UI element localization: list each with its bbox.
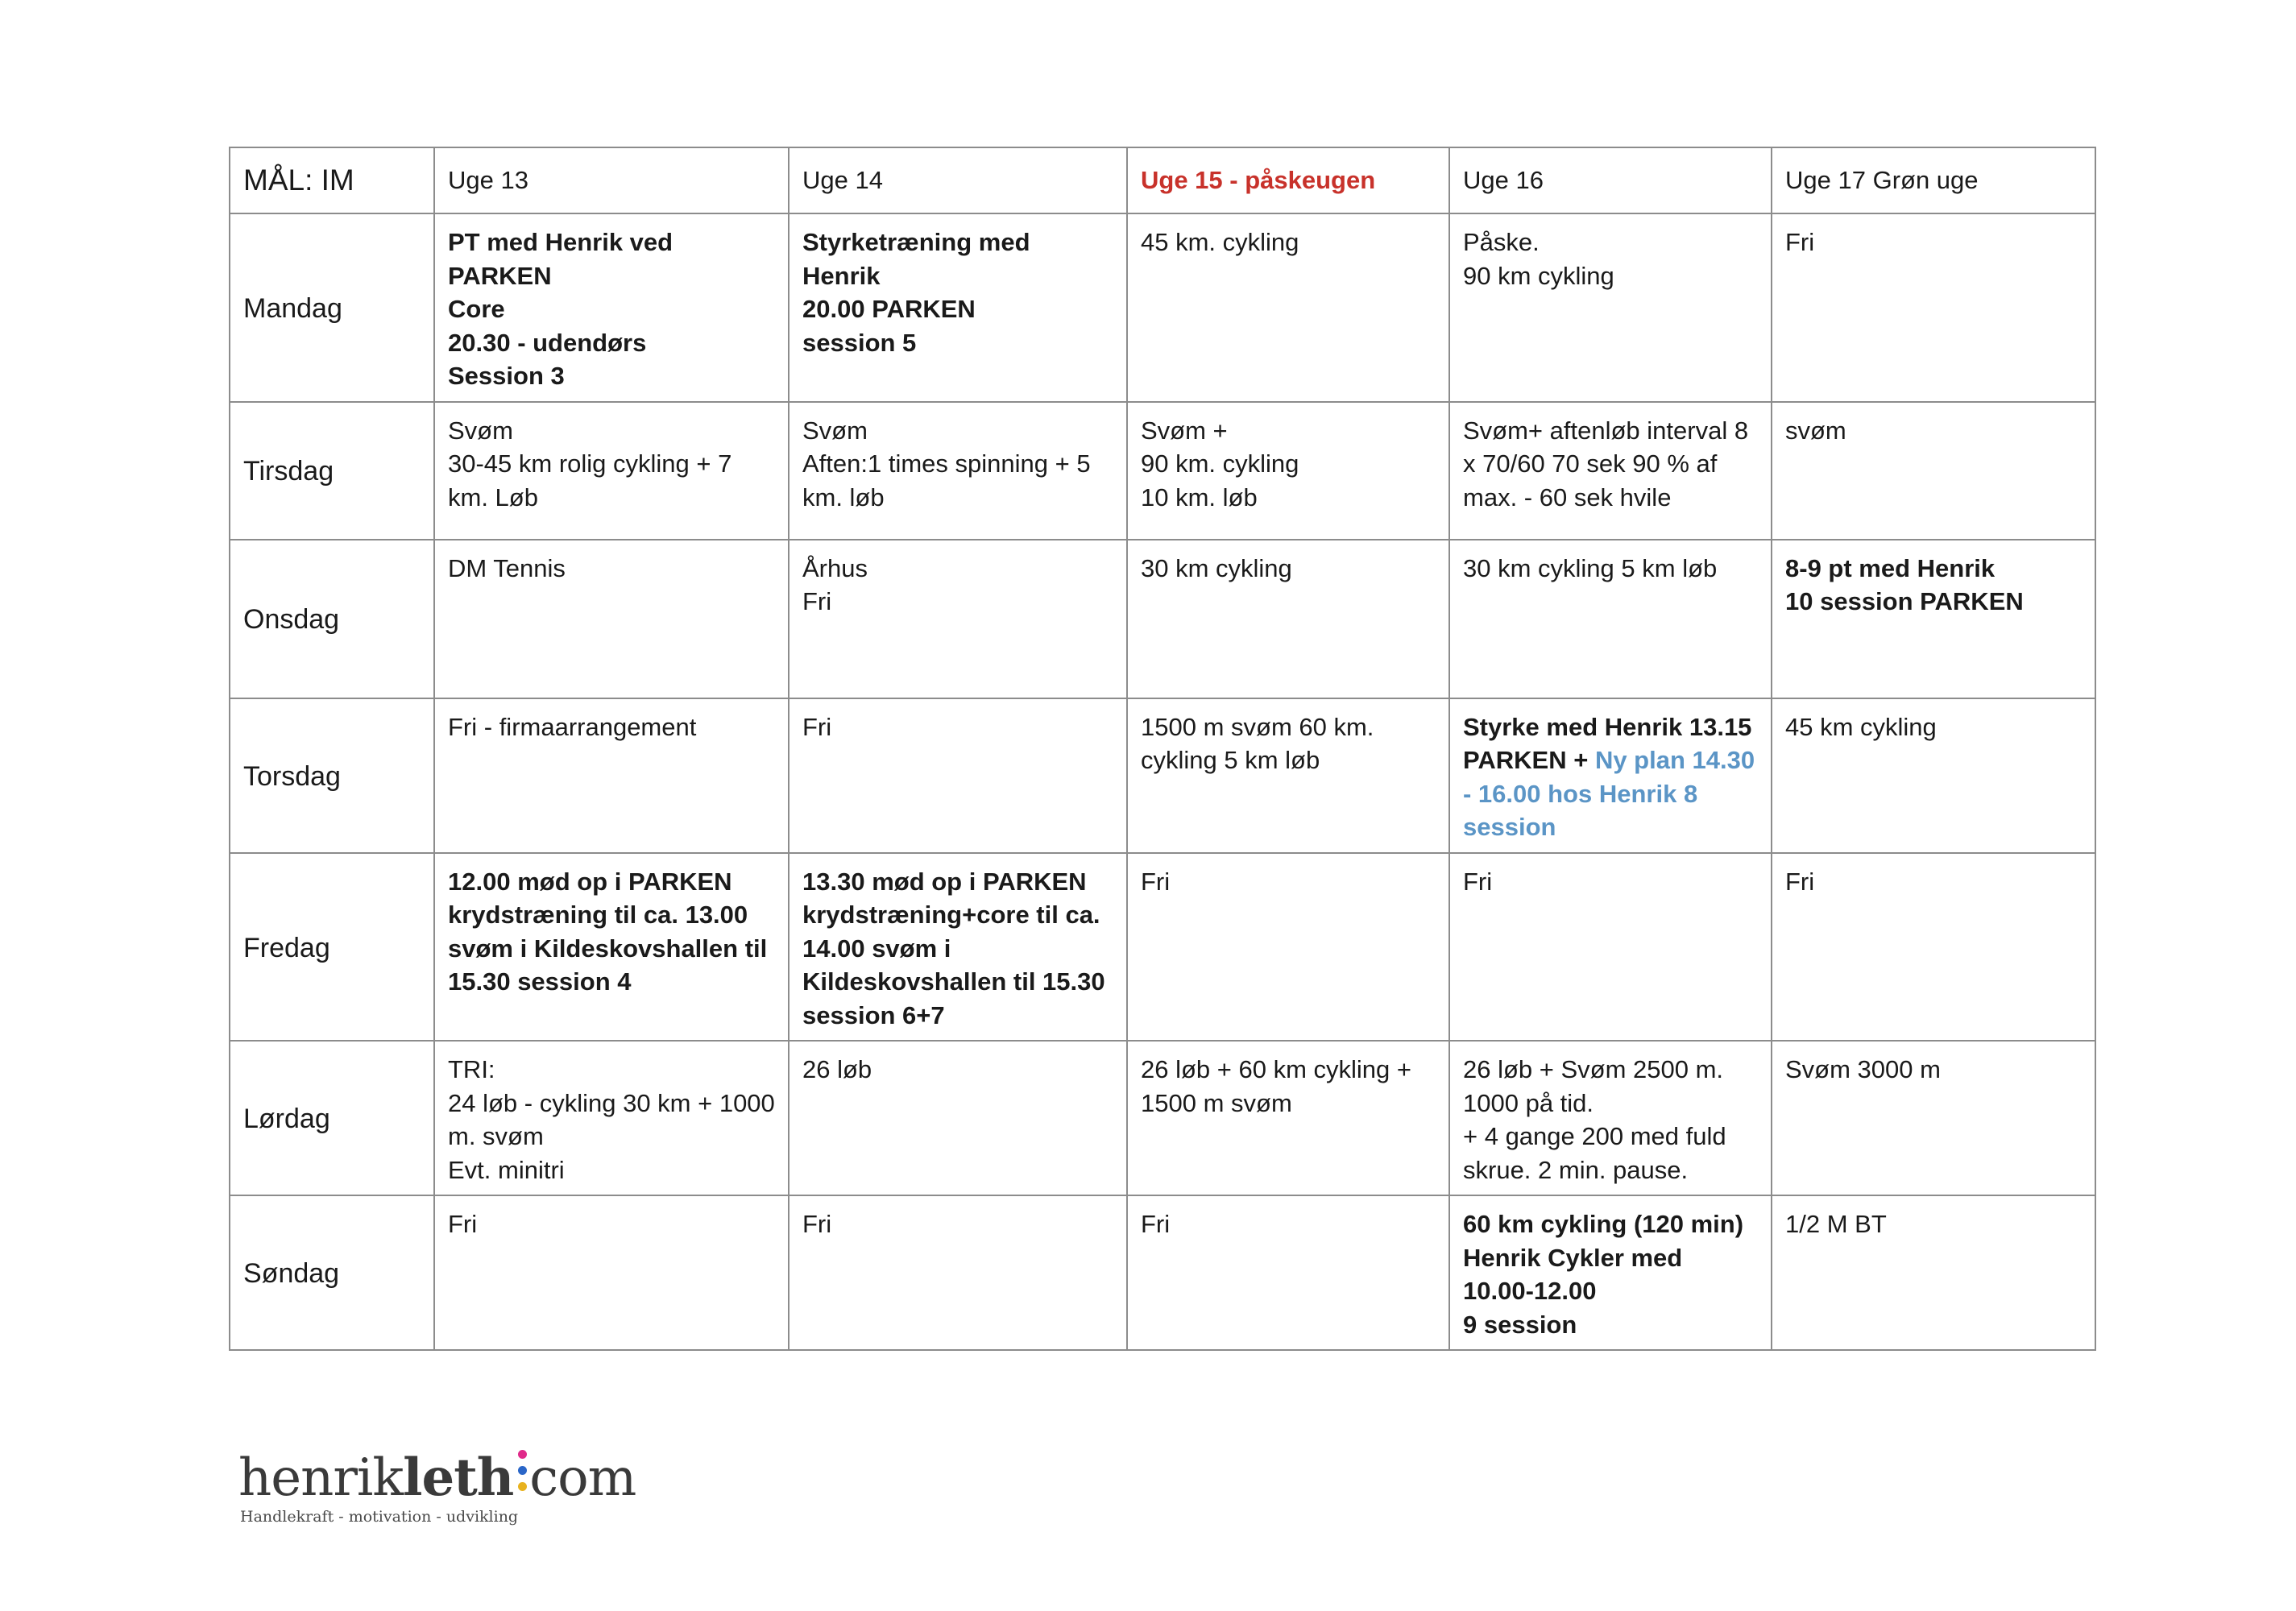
cell-line: 20.00 PARKEN (802, 295, 976, 323)
logo-name-regular: henrik (238, 1448, 404, 1508)
cell-line: Svøm 3000 m (1785, 1055, 1941, 1083)
cell-line: Fri (1141, 867, 1171, 896)
cell-tirsdag-w13 (434, 402, 789, 540)
cell-line: 26 løb + Svøm 2500 m. (1463, 1055, 1724, 1083)
cell-sondag-w16 (1449, 1195, 1772, 1350)
goal-header: MÅL: IM (230, 147, 434, 213)
cell-lordag-w14 (789, 1041, 1127, 1195)
cell-line: session 5 (802, 328, 917, 357)
cell-torsdag-w14 (789, 698, 1127, 853)
cell-line: Fri (1141, 1210, 1171, 1238)
cell-lordag-w15 (1127, 1041, 1449, 1195)
cell-torsdag-w16 (1449, 698, 1772, 853)
cell-fredag-w14 (789, 853, 1127, 1042)
cell-lordag-w17 (1772, 1041, 2095, 1195)
header-row (230, 147, 2095, 213)
day-label: Torsdag (230, 698, 434, 853)
cell-line: PT med Henrik ved PARKEN (448, 228, 673, 290)
cell-line: svøm (1785, 416, 1846, 445)
cell-line: Fri - firmaarrangement (448, 712, 697, 741)
row-fredag (230, 853, 2095, 1042)
cell-line: 9 session (1463, 1310, 1577, 1339)
cell-fredag-w13 (434, 853, 789, 1042)
logo-dots-icon (515, 1450, 528, 1498)
strength-session-text: Styrke med Henrik 13.15 PARKEN + (1463, 712, 1752, 774)
cell-line: + 4 gange 200 med fuld skrue. 2 min. pause. (1463, 1122, 1726, 1184)
cell-line: 1000 på tid. (1463, 1088, 1594, 1117)
training-schedule-table (229, 147, 2096, 1351)
logo-wordmark (238, 1447, 636, 1508)
cell-sondag-w15 (1127, 1195, 1449, 1350)
logo-name-bold: leth (403, 1447, 514, 1508)
week-17-header: Uge 17 Grøn uge (1772, 147, 2095, 213)
cell-line: TRI: (448, 1055, 495, 1083)
cell-line: 20.30 - udendørs (448, 328, 647, 357)
cell-line: Svøm (448, 416, 513, 445)
cell-line: 45 km. cykling (1141, 228, 1299, 256)
cell-line: 1500 m svøm 60 km. cykling 5 km løb (1141, 712, 1374, 774)
cell-sondag-w17 (1772, 1195, 2095, 1350)
cell-sondag-w13 (434, 1195, 789, 1350)
cell-line: Svøm + (1141, 416, 1228, 445)
row-mandag (230, 213, 2095, 402)
cell-line: Fri (1785, 867, 1815, 896)
cell-line: 26 løb + 60 km cykling + 1500 m svøm (1141, 1055, 1411, 1117)
cell-fredag-w16 (1449, 853, 1772, 1042)
week-14-header: Uge 14 (789, 147, 1127, 213)
cell-line: 8-9 pt med Henrik (1785, 553, 1996, 582)
row-onsdag (230, 540, 2095, 698)
day-label: Tirsdag (230, 402, 434, 540)
week-16-header: Uge 16 (1449, 147, 1772, 213)
cell-line: 1/2 M BT (1785, 1210, 1887, 1238)
cell-line: 10 session PARKEN (1785, 587, 2024, 615)
row-torsdag (230, 698, 2095, 853)
cell-onsdag-w14 (789, 540, 1127, 698)
cell-line: Påske. (1463, 228, 1540, 256)
day-label: Fredag (230, 853, 434, 1042)
cell-lordag-w13 (434, 1041, 789, 1195)
cell-line: 10 km. løb (1141, 482, 1258, 511)
cell-fredag-w15 (1127, 853, 1449, 1042)
cell-line: Fri (448, 1210, 478, 1238)
cell-mandag-w14 (789, 213, 1127, 402)
cell-line: Aften:1 times spinning + 5 km. løb (802, 449, 1091, 511)
row-sondag (230, 1195, 2095, 1350)
cell-line: DM Tennis (448, 553, 566, 582)
day-label: Mandag (230, 213, 434, 402)
cell-mandag-w16 (1449, 213, 1772, 402)
cell-line: Århus (802, 553, 868, 582)
cell-line: Fri (802, 1210, 832, 1238)
cell-tirsdag-w15 (1127, 402, 1449, 540)
cell-line: Core (448, 295, 505, 323)
new-plan-text: Ny plan 14.30 - 16.00 hos Henrik 8 session (1463, 746, 1755, 841)
cell-line: 90 km cykling (1463, 261, 1614, 290)
logo-suffix: com (529, 1448, 636, 1508)
day-label: Søndag (230, 1195, 434, 1350)
cell-line: Evt. minitri (448, 1155, 565, 1184)
cell-line: 60 km cykling (120 min) (1463, 1210, 1744, 1238)
cell-mandag-w17 (1772, 213, 2095, 402)
cell-line: 30 km cykling 5 km løb (1463, 553, 1718, 582)
row-tirsdag (230, 402, 2095, 540)
cell-line: 26 løb (802, 1055, 872, 1083)
cell-line: 30-45 km rolig cykling + 7 km. Løb (448, 449, 732, 511)
cell-torsdag-w13 (434, 698, 789, 853)
cell-line: Henrik Cykler med (1463, 1243, 1683, 1272)
cell-mandag-w15 (1127, 213, 1449, 402)
day-label: Lørdag (230, 1041, 434, 1195)
cell-onsdag-w13 (434, 540, 789, 698)
cell-sondag-w14 (789, 1195, 1127, 1350)
cell-fredag-w17 (1772, 853, 2095, 1042)
week-13-header: Uge 13 (434, 147, 789, 213)
logo-tagline: Handlekraft - motivation - udvikling (240, 1508, 519, 1526)
cell-line: Svøm+ aftenløb interval 8 x 70/60 70 sek 90 % af max. - 60 sek hvile (1463, 416, 1749, 511)
day-label: Onsdag (230, 540, 434, 698)
cell-onsdag-w17 (1772, 540, 2095, 698)
cell-torsdag-w17 (1772, 698, 2095, 853)
week-15-header: Uge 15 - påskeugen (1127, 147, 1449, 213)
cell-line: Fri (1463, 867, 1493, 896)
row-lordag (230, 1041, 2095, 1195)
cell-torsdag-w15 (1127, 698, 1449, 853)
cell-line: 90 km. cykling (1141, 449, 1299, 478)
cell-line: 12.00 mød op i PARKEN krydstræning til ca. 13.00 svøm i Kildeskovshallen til 15.30 session 4 (448, 867, 768, 996)
cell-tirsdag-w17 (1772, 402, 2095, 540)
cell-lordag-w16 (1449, 1041, 1772, 1195)
cell-line: Fri (1785, 228, 1815, 256)
cell-onsdag-w15 (1127, 540, 1449, 698)
cell-line: Styrketræning med Henrik (802, 228, 1030, 290)
henrikleth-logo (238, 1447, 636, 1530)
cell-line: 30 km cykling (1141, 553, 1292, 582)
cell-line: Svøm (802, 416, 868, 445)
cell-line: 24 løb - cykling 30 km + 1000 m. svøm (448, 1088, 775, 1150)
cell-tirsdag-w14 (789, 402, 1127, 540)
cell-line: 10.00-12.00 (1463, 1277, 1597, 1305)
cell-line: 13.30 mød op i PARKEN krydstræning+core til ca. 14.00 svøm i Kildeskovshallen til 15.30 session 6+7 (802, 867, 1105, 1029)
cell-line: Fri (802, 587, 832, 615)
cell-onsdag-w16 (1449, 540, 1772, 698)
cell-line: Fri (802, 712, 832, 741)
cell-mandag-w13 (434, 213, 789, 402)
cell-line: 45 km cykling (1785, 712, 1937, 741)
cell-line: Session 3 (448, 362, 565, 390)
cell-tirsdag-w16 (1449, 402, 1772, 540)
